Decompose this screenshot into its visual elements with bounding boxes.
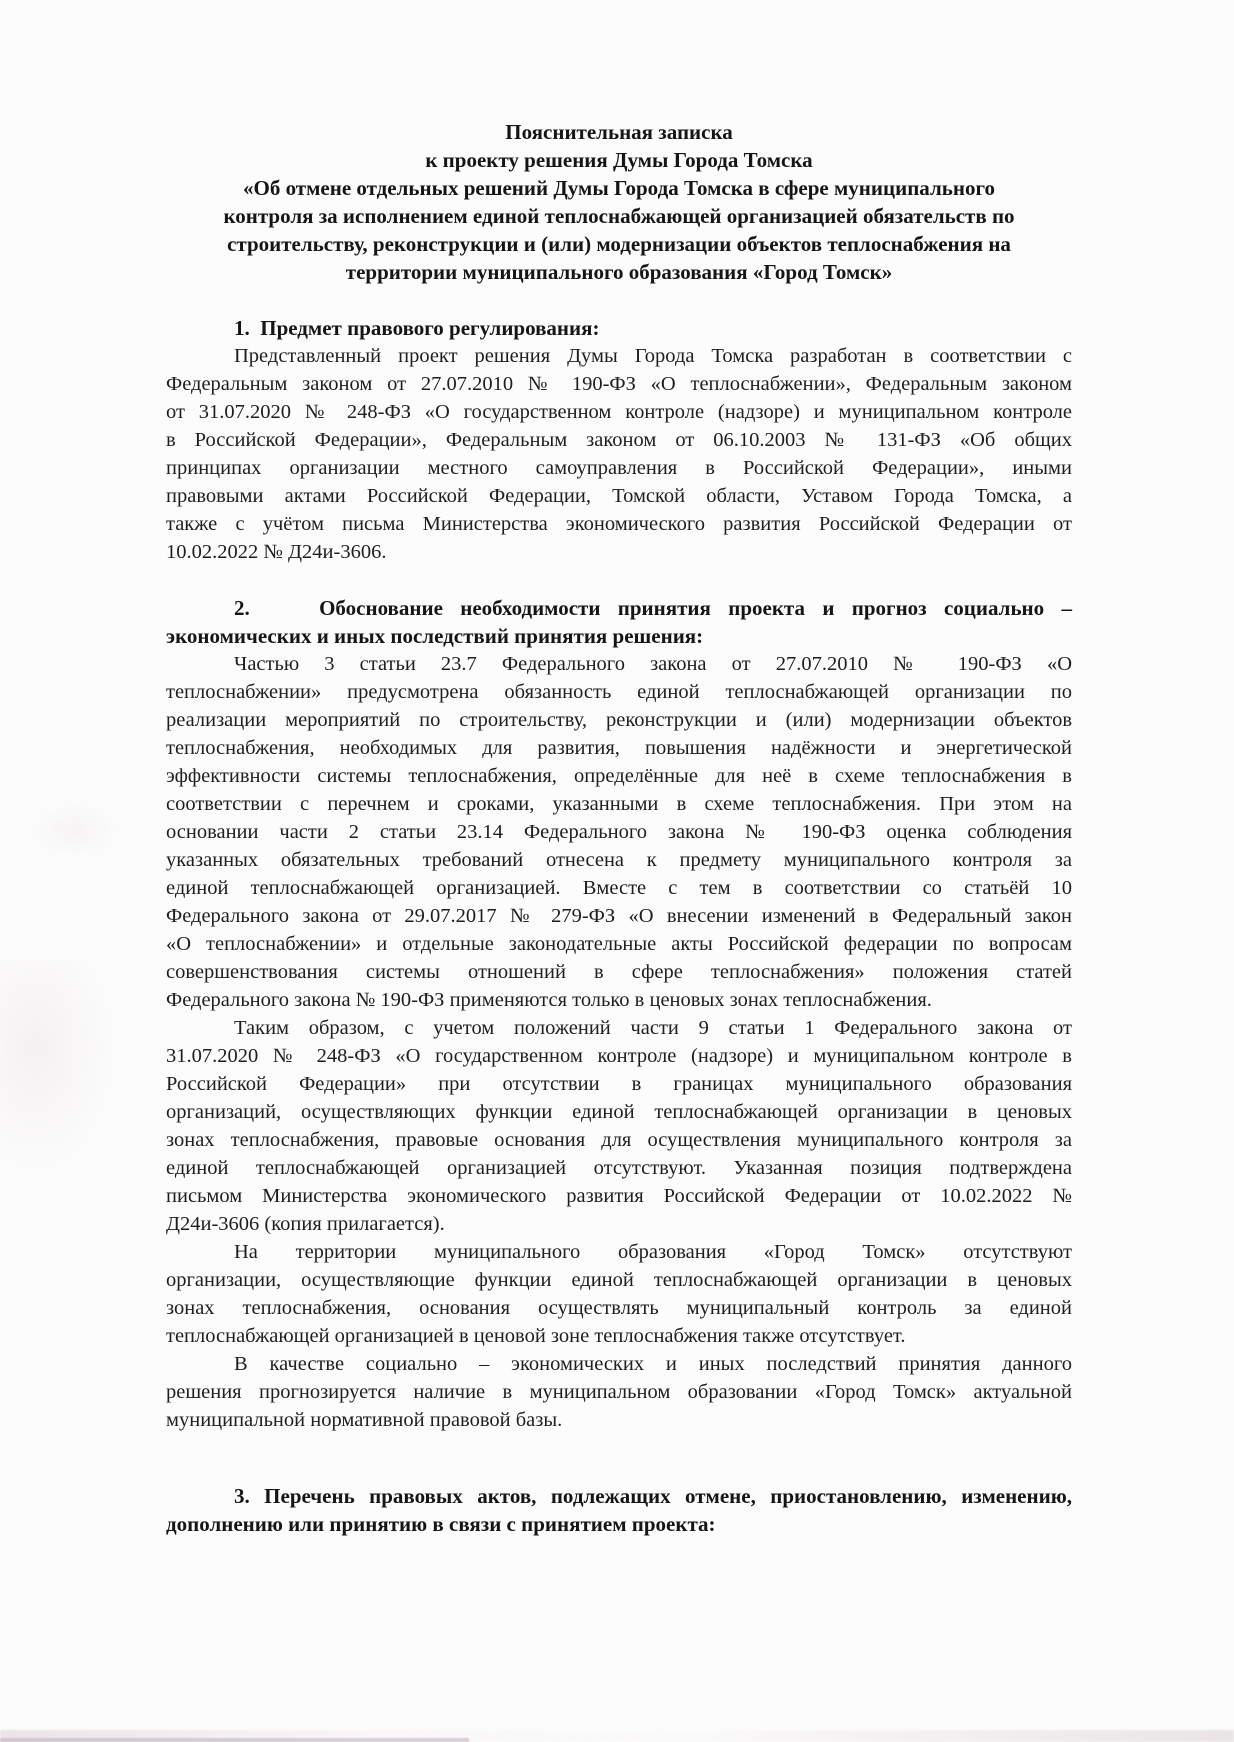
paragraph-line: зонах теплоснабжения, основания осуществлять муниципальный контроль за единой <box>166 1297 1072 1319</box>
paragraph <box>166 1350 1072 1434</box>
section-heading-line: экономических и иных последствий принятия решения: <box>166 624 704 648</box>
paragraph <box>166 1238 1072 1350</box>
paragraph-line: Федерального закона от 29.07.2017 № 279-ФЗ «О внесении изменений в Федеральный закон <box>166 905 1072 927</box>
paragraph-line: организаций, осуществляющих функции единой теплоснабжающей организации в ценовых <box>166 1101 1072 1123</box>
document-content <box>166 118 1072 1538</box>
paragraph-line: указанных обязательных требований отнесена к предмету муниципального контроля за <box>166 849 1072 871</box>
paragraph-line: Российской Федерации» при отсутствии в границах муниципального образования <box>166 1073 1072 1095</box>
paragraph-line: от 31.07.2020 № 248-ФЗ «О государственном контроле (надзоре) и муниципальном контроле <box>166 401 1072 423</box>
paragraph-line: Федеральным законом от 27.07.2010 № 190-ФЗ «О теплоснабжении», Федеральным законом <box>166 373 1072 395</box>
scan-smudge-artifact <box>30 800 120 860</box>
paragraph-line: теплоснабжения, необходимых для развития, повышения надёжности и энергетической <box>166 737 1072 759</box>
section-1 <box>166 314 1072 566</box>
paragraph-line: основании части 2 статьи 23.14 Федерального закона № 190-ФЗ оценка соблюдения <box>166 821 1072 843</box>
title-line: Пояснительная записка <box>505 120 733 144</box>
paragraph-line: единой теплоснабжающей организацией. Вместе с тем в соответствии со статьёй 10 <box>166 877 1072 899</box>
scan-noise-bottom <box>0 1730 1234 1742</box>
paragraph <box>166 650 1072 1014</box>
paragraph-line: На территории муниципального образования «Город Томск» отсутствуют <box>234 1241 1072 1263</box>
paragraph-line: письмом Министерства экономического развития Российской Федерации от 10.02.2022 № <box>166 1185 1072 1207</box>
paragraph-line: Д24и-3606 (копия прилагается). <box>166 1213 445 1235</box>
title-line: к проекту решения Думы Города Томска <box>425 148 813 172</box>
paragraph <box>166 342 1072 566</box>
section-2 <box>166 594 1072 1434</box>
scan-noise-bottom-line <box>0 1738 469 1742</box>
title-line: территории муниципального образования «Город Томск» <box>345 260 893 284</box>
paragraph-line: также с учётом письма Министерства экономического развития Российской Федерации от <box>166 513 1072 535</box>
document-sections <box>166 314 1072 1538</box>
paragraph-line: Таким образом, с учетом положений части 9 статьи 1 Федерального закона от <box>234 1017 1072 1039</box>
paragraph-line: теплоснабжении» предусмотрена обязанность единой теплоснабжающей организации по <box>166 681 1072 703</box>
paragraph-line: эффективности системы теплоснабжения, определённые для неё в схеме теплоснабжения в <box>166 765 1072 787</box>
paragraph-line: «О теплоснабжении» и отдельные законодательные акты Российской федерации по вопросам <box>166 933 1072 955</box>
paragraph-line: решения прогнозируется наличие в муниципальном образовании «Город Томск» актуальной <box>166 1381 1072 1403</box>
paragraph-line: соответствии с перечнем и сроками, указанными в схеме теплоснабжения. При этом на <box>166 793 1072 815</box>
section-3 <box>166 1482 1072 1538</box>
paragraph-line: 10.02.2022 № Д24и-3606. <box>166 541 387 563</box>
paragraph-line: муниципальной нормативной правовой базы. <box>166 1409 563 1431</box>
paragraph-line: теплоснабжающей организацией в ценовой зоне теплоснабжения также отсутствует. <box>166 1325 906 1347</box>
paragraph-line: реализации мероприятий по строительству, реконструкции и (или) модернизации объектов <box>166 709 1072 731</box>
paragraph-line: совершенствования системы отношений в сфере теплоснабжения» положения статей <box>166 961 1072 983</box>
paragraph <box>166 1014 1072 1238</box>
section-heading-line: дополнению или принятию в связи с принятием проекта: <box>166 1512 716 1536</box>
section-heading-line: 3. Перечень правовых актов, подлежащих отмене, приостановлению, изменению, <box>234 1484 1072 1508</box>
document-title <box>166 118 1072 286</box>
paragraph-line: в Российской Федерации», Федеральным законом от 06.10.2003 № 131-ФЗ «Об общих <box>166 429 1072 451</box>
paragraph-line: зонах теплоснабжения, правовые основания для осуществления муниципального контроля за <box>166 1129 1072 1151</box>
paragraph-line: Федерального закона № 190-ФЗ применяются только в ценовых зонах теплоснабжения. <box>166 989 932 1011</box>
paragraph-line: принципах организации местного самоуправления в Российской Федерации», иными <box>166 457 1072 479</box>
section-heading-line: 1. Предмет правового регулирования: <box>234 316 600 340</box>
paragraph-line: правовыми актами Российской Федерации, Томской области, Уставом Города Томска, а <box>166 485 1072 507</box>
paragraph-line: 31.07.2020 № 248-ФЗ «О государственном контроле (надзоре) и муниципальном контроле в <box>166 1045 1072 1067</box>
title-line: контроля за исполнением единой теплоснабжающей организацией обязательств по <box>223 204 1015 228</box>
section-heading-line: 2. Обоснование необходимости принятия проекта и прогноз социально – <box>234 596 1072 620</box>
title-line: «Об отмене отдельных решений Думы Города Томска в сфере муниципального <box>243 176 995 200</box>
paragraph-line: Представленный проект решения Думы Города Томска разработан в соответствии с <box>234 345 1072 367</box>
paragraph-line: единой теплоснабжающей организацией отсутствуют. Указанная позиция подтверждена <box>166 1157 1072 1179</box>
paragraph-line: В качестве социально – экономических и иных последствий принятия данного <box>234 1353 1072 1375</box>
scan-smudge-artifact <box>0 960 120 1180</box>
title-line: строительству, реконструкции и (или) модернизации объектов теплоснабжения на <box>227 232 1011 256</box>
paragraph-line: Частью 3 статьи 23.7 Федерального закона от 27.07.2010 № 190-ФЗ «О <box>234 653 1072 675</box>
paragraph-line: организации, осуществляющие функции единой теплоснабжающей организации в ценовых <box>166 1269 1072 1291</box>
